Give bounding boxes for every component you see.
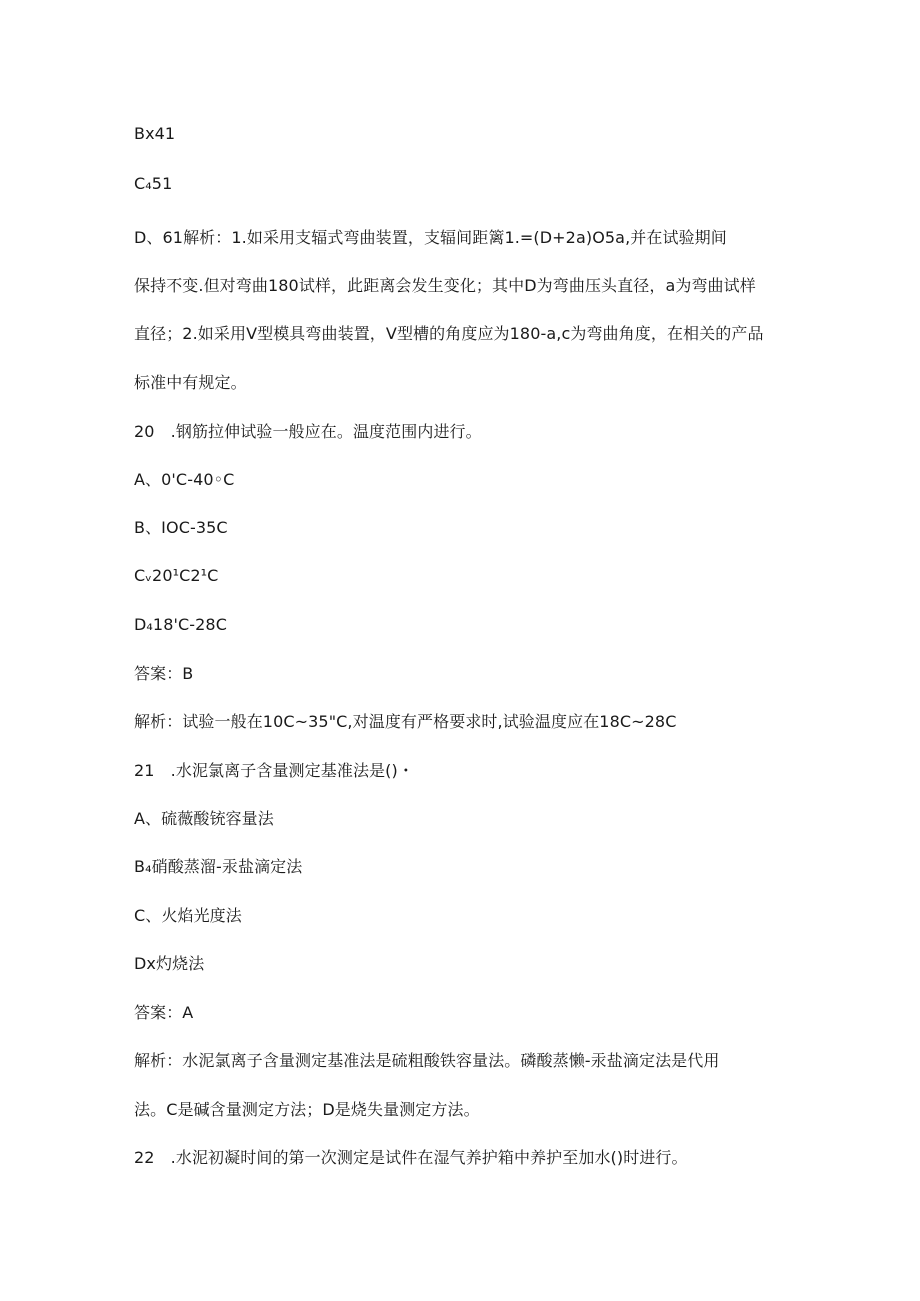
question-21: 21 .水泥氯离子含量测定基准法是()・ <box>134 761 414 780</box>
option-d-q21: Dx灼烧法 <box>134 954 205 973</box>
option-d-q20: D₄18'C-28C <box>134 615 227 634</box>
option-b-q20: B、IOC-35C <box>134 518 228 537</box>
option-b-q21: B₄硝酸蒸溜-汞盐滴定法 <box>134 857 303 876</box>
analysis-q20: 解析：试验一般在10C~35"C,对温度有严格要求时,试验温度应在18C~28C <box>134 712 677 731</box>
option-a-q20: A、0'C-40◦C <box>134 470 235 489</box>
option-d-analysis-q19: D、61解析：1.如采用支辐式弯曲装置，支辐间距篱1.=(D+2a)O5a,并在试验期间 <box>134 228 727 247</box>
option-c-q19: C₄51 <box>134 174 173 193</box>
analysis-line-4: 标准中有规定。 <box>134 373 247 392</box>
option-c-q21: C、火焰光度法 <box>134 906 242 925</box>
analysis-q21-line-1: 解析：水泥氯离子含量测定基准法是硫粗酸铁容量法。磷酸蒸懒-汞盐滴定法是代用 <box>134 1051 720 1070</box>
question-20: 20 .钢筋拉伸试验一般应在。温度范围内进行。 <box>134 422 482 441</box>
answer-q20: 答案：B <box>134 664 194 683</box>
analysis-line-3: 直径；2.如采用V型模具弯曲装置，V型槽的角度应为180-a,c为弯曲角度，在相关的产品 <box>134 324 764 343</box>
option-a-q21: A、硫薇酸铳容量法 <box>134 809 274 828</box>
option-b-q19: Bx41 <box>134 124 176 143</box>
analysis-q21-line-2: 法。C是碱含量测定方法；D是烧失量测定方法。 <box>134 1100 480 1119</box>
option-c-q20: Cᵥ20¹C2¹C <box>134 566 219 585</box>
analysis-line-2: 保持不变.但对弯曲180试样，此距离会发生变化；其中D为弯曲压头直径，a为弯曲试样 <box>134 276 756 295</box>
answer-q21: 答案：A <box>134 1003 194 1022</box>
question-22: 22 .水泥初凝时间的第一次测定是试件在湿气养护箱中养护至加水()时进行。 <box>134 1148 688 1167</box>
